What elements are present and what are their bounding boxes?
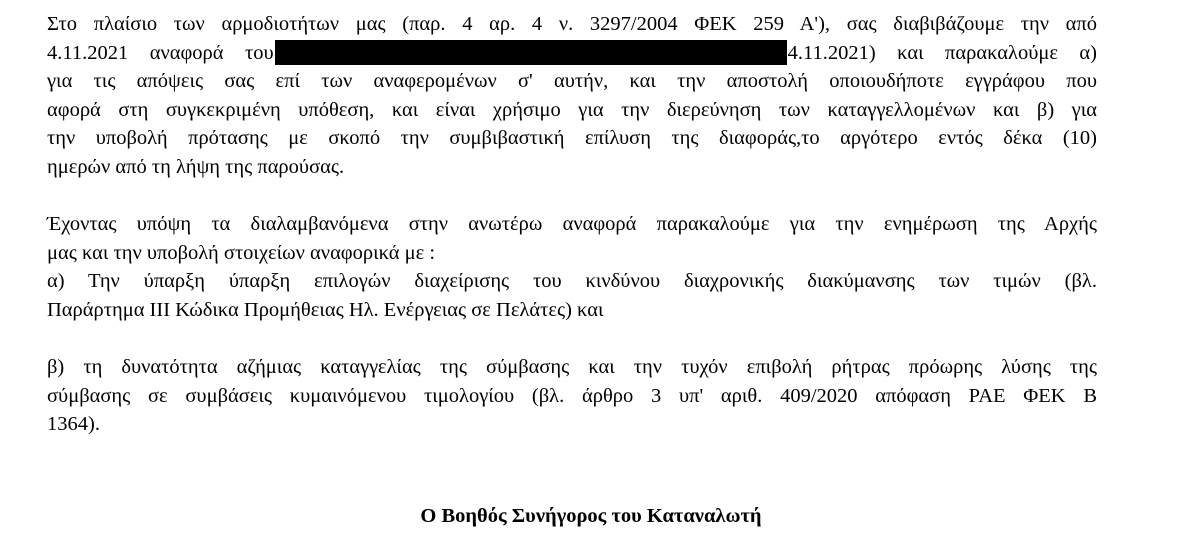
paragraph-line: την υποβολή πρότασης με σκοπό την συμβιβαστική επίλυση της διαφοράς,το αργότερο εντός δέκα (10): [47, 127, 1097, 150]
paragraph-line-with-redaction: [47, 39, 1097, 68]
text-segment: 4.11.2021 αναφορά του: [47, 41, 274, 64]
list-item-a: α) Την ύπαρξη ύπαρξη επιλογών διαχείρισης του κινδύνου διαχρονικής διακύμανσης των τιμών (βλ.: [47, 270, 1097, 293]
document-page: [47, 10, 1097, 439]
paragraph-information-request: [47, 210, 1097, 324]
list-item-b-continued: σύμβασης σε συμβάσεις κυμαινόμενου τιμολογίου (βλ. άρθρο 3 υπ' αριθ. 409/2020 απόφαση ΡΑΕ ΦΕΚ Β: [47, 384, 1097, 407]
redaction-block: [275, 40, 787, 65]
signature-title: Ο Βοηθός Συνήγορος του Καταναλωτή: [420, 505, 762, 527]
paragraph-line: μας και την υποβολή στοιχείων αναφορικά με :: [47, 241, 436, 264]
paragraph-spacer: [47, 182, 1097, 211]
paragraph-line: αφορά στη συγκεκριμένη υπόθεση, και είναι χρήσιμο για την διερεύνηση των καταγγελλομένων και β) για: [47, 98, 1097, 121]
list-item-b-continued: 1364).: [47, 413, 100, 436]
paragraph-forwarding-request: [47, 10, 1097, 182]
list-item-b: β) τη δυνατότητα αζήμιας καταγγελίας της σύμβασης και την τυχόν επιβολή ρήτρας πρόωρης λύσης της: [47, 356, 1097, 379]
paragraph-line: Έχοντας υπόψη τα διαλαμβανόμενα στην ανωτέρω αναφορά παρακαλούμε για την ενημέρωση της Αρχής: [47, 213, 1097, 236]
paragraph-line: για τις απόψεις σας επί των αναφερομένων σ' αυτήν, και την αποστολή οποιουδήποτε εγγράφου που: [47, 70, 1097, 93]
paragraph-spacer: [47, 325, 1097, 354]
text-segment: 4.11.2021) και παρακαλούμε α): [787, 41, 1097, 64]
paragraph-item-b: [47, 353, 1097, 439]
paragraph-line: ημερών από τη λήψη της παρούσας.: [47, 155, 345, 178]
paragraph-line: Στο πλαίσιο των αρμοδιοτήτων μας (παρ. 4 αρ. 4 ν. 3297/2004 ΦΕΚ 259 Α'), σας διαβιβάζουμε την από: [47, 13, 1097, 35]
list-item-a-continued: Παράρτημα ΙΙΙ Κώδικα Προμήθειας Ηλ. Ενέργειας σε Πελάτες) και: [47, 298, 604, 321]
